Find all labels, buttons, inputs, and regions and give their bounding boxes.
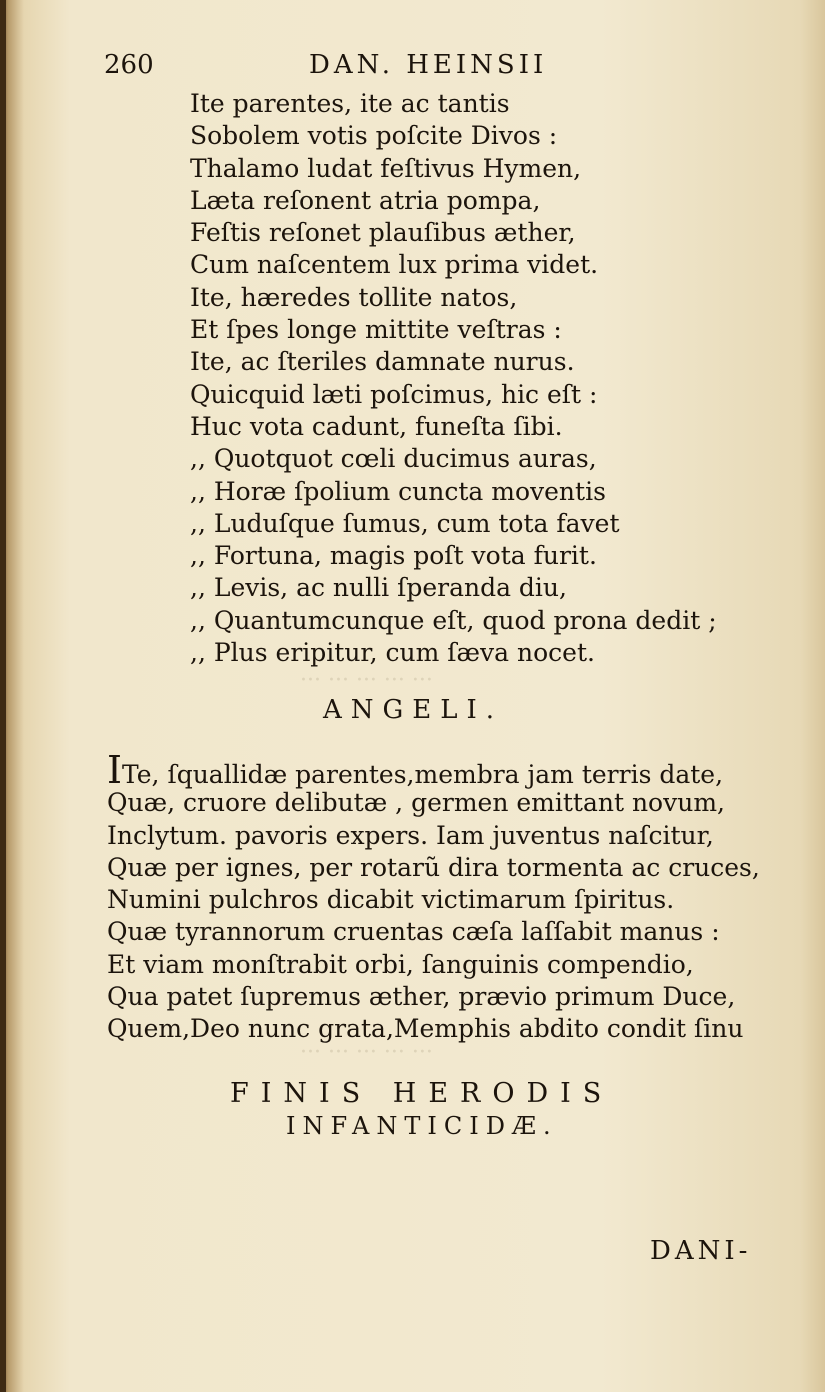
verse-line: ,, Levis, ac nulli ſperanda diu, [190,573,567,603]
speech-line: Et viam monſtrabit orbi, ſanguinis compendio, [107,949,694,979]
catchword: DANI- [650,1236,752,1266]
verse-line: Feſtis reſonet plauſibus æther, [190,218,576,248]
verse-line: Ite parentes, ite ac tantis [190,89,510,118]
speech-line-first [107,748,760,792]
page-number: 260 [104,50,154,80]
speech-line: Qua patet ſupremus æther, prævio primum Duce, [107,982,736,1012]
speech-line: Quem,Deo nunc grata,Memphis abdito condit ſinu [107,1014,744,1044]
finis-subtitle: INFANTICIDÆ. [286,1112,558,1140]
chorus-verse [190,88,717,669]
bleed-through-text: ··· ··· ··· ··· ··· [300,668,433,693]
page-binding-edge [0,0,6,1392]
verse-line: ,, Horæ ſpolium cuncta moventis [190,476,606,506]
verse-line: Ite, ac ſteriles damnate nurus. [190,347,575,377]
bleed-through-text: ··· ··· ··· ··· ··· [300,1040,433,1065]
verse-line: Quicquid læti poſcimus, hic eſt : [190,379,598,409]
page-header [104,50,624,90]
speech-line-text: Te, ſquallidæ parentes,membra jam terris date, [122,760,724,789]
verse-line: ,, Quantumcunque eſt, quod prona dedit ; [190,605,717,635]
speech-line: Numini pulchros dicabit victimarum ſpiritus. [107,885,675,915]
verse-line: ,, Quotquot cœli ducimus auras, [190,444,597,474]
verse-line: Huc vota cadunt, funeſta ſibi. [190,411,563,441]
verse-line: Thalamo ludat feſtivus Hymen, [190,153,582,183]
verse-line: ,, Plus eripitur, cum ſæva nocet. [190,638,595,668]
verse-line: ,, Luduſque ſumus, cum tota favet [190,508,620,538]
verse-line: Ite, hæredes tollite natos, [190,282,518,312]
speech-line: Quæ per ignes, per rotarũ dira tormenta ac cruces, [107,852,760,882]
speaker-heading: ANGELI. [323,695,504,725]
speech-line: Quæ, cruore delibutæ , germen emittant novum, [107,788,725,818]
verse-line: Et ſpes longe mittite veſtras : [190,315,562,345]
finis-title: FINIS HERODIS [230,1078,614,1109]
angel-speech [107,748,760,1046]
speech-line: Quæ tyrannorum cruentas cæſa laſſabit manus : [107,917,720,947]
speech-line: Inclytum. pavoris expers. Iam juventus naſcitur, [107,820,714,850]
verse-line: Sobolem votis poſcite Divos : [190,121,558,151]
verse-line: ,, Fortuna, magis poſt vota furit. [190,541,597,571]
verse-line: Cum naſcentem lux prima videt. [190,250,599,280]
drop-cap: I [107,748,123,792]
running-head: DAN. HEINSII [309,50,548,80]
verse-line: Læta reſonent atria pompa, [190,185,541,215]
